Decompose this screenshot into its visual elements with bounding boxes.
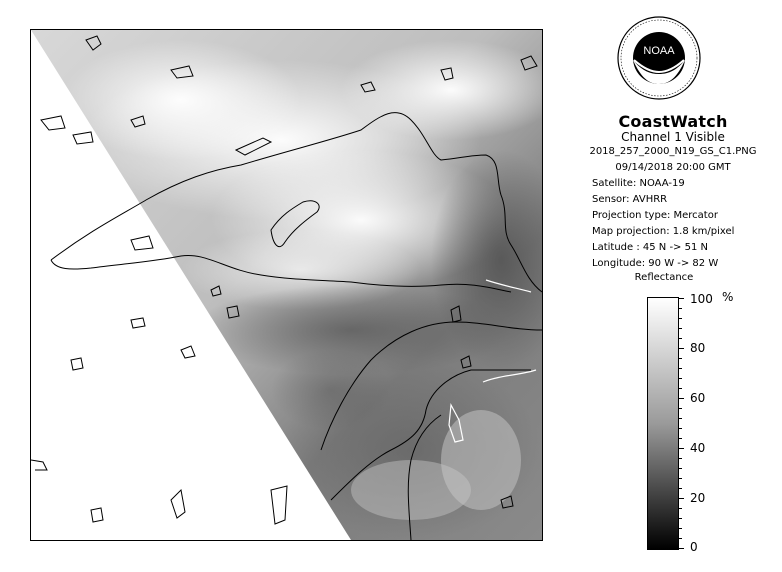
filename-label: 2018_257_2000_N19_GS_C1.PNG	[589, 146, 757, 157]
latitude-label: Latitude : 45 N -> 51 N	[592, 242, 708, 253]
app-title: CoastWatch	[618, 112, 728, 131]
noaa-logo	[617, 16, 701, 100]
colorbar-minor-tick	[679, 508, 682, 509]
colorbar-tick-label: 80	[690, 341, 706, 355]
satellite-image-map	[30, 29, 543, 541]
colorbar-tick	[679, 348, 684, 349]
satellite-label: Satellite: NOAA-19	[592, 178, 685, 189]
colorbar-tick	[679, 398, 684, 399]
noaa-logo-text: NOAA	[643, 45, 675, 57]
colorbar-minor-tick	[679, 438, 682, 439]
datetime-label: 09/14/2018 20:00 GMT	[615, 162, 731, 173]
colorbar-minor-tick	[679, 368, 682, 369]
satellite-imagery	[31, 30, 542, 540]
longitude-label: Longitude: 90 W -> 82 W	[592, 258, 719, 269]
colorbar-minor-tick	[679, 318, 682, 319]
colorbar-tick-label: 0	[690, 540, 698, 554]
colorbar-minor-tick	[679, 528, 682, 529]
colorbar-minor-tick	[679, 408, 682, 409]
colorbar-minor-tick	[679, 458, 682, 459]
colorbar-tick	[679, 548, 684, 549]
colorbar-minor-tick	[679, 538, 682, 539]
colorbar-minor-tick	[679, 488, 682, 489]
reflectance-colorbar	[647, 297, 679, 550]
colorbar-minor-tick	[679, 378, 682, 379]
noaa-seal-icon	[617, 16, 701, 100]
sensor-label: Sensor: AVHRR	[592, 194, 668, 205]
projection-type-label: Projection type: Mercator	[592, 210, 718, 221]
colorbar-minor-tick	[679, 518, 682, 519]
colorbar-minor-tick	[679, 328, 682, 329]
colorbar-minor-tick	[679, 468, 682, 469]
colorbar-minor-tick	[679, 478, 682, 479]
colorbar-minor-tick	[679, 418, 682, 419]
map-projection-label: Map projection: 1.8 km/pixel	[592, 226, 735, 237]
imagery-swath	[31, 30, 542, 540]
colorbar-tick	[679, 298, 684, 299]
colorbar-tick-label: 100	[690, 292, 713, 306]
colorbar-minor-tick	[679, 308, 682, 309]
colorbar-minor-tick	[679, 338, 682, 339]
colorbar-tick-label: 40	[690, 441, 706, 455]
legend-title: Reflectance	[634, 272, 694, 283]
colorbar-tick	[679, 498, 684, 499]
colorbar-tick-label: 60	[690, 391, 706, 405]
colorbar-minor-tick	[679, 428, 682, 429]
colorbar-minor-tick	[679, 358, 682, 359]
colorbar-tick	[679, 448, 684, 449]
colorbar-tick-label: 20	[690, 491, 706, 505]
colorbar-minor-tick	[679, 388, 682, 389]
legend-unit: %	[722, 290, 734, 304]
channel-label: Channel 1 Visible	[621, 130, 725, 144]
